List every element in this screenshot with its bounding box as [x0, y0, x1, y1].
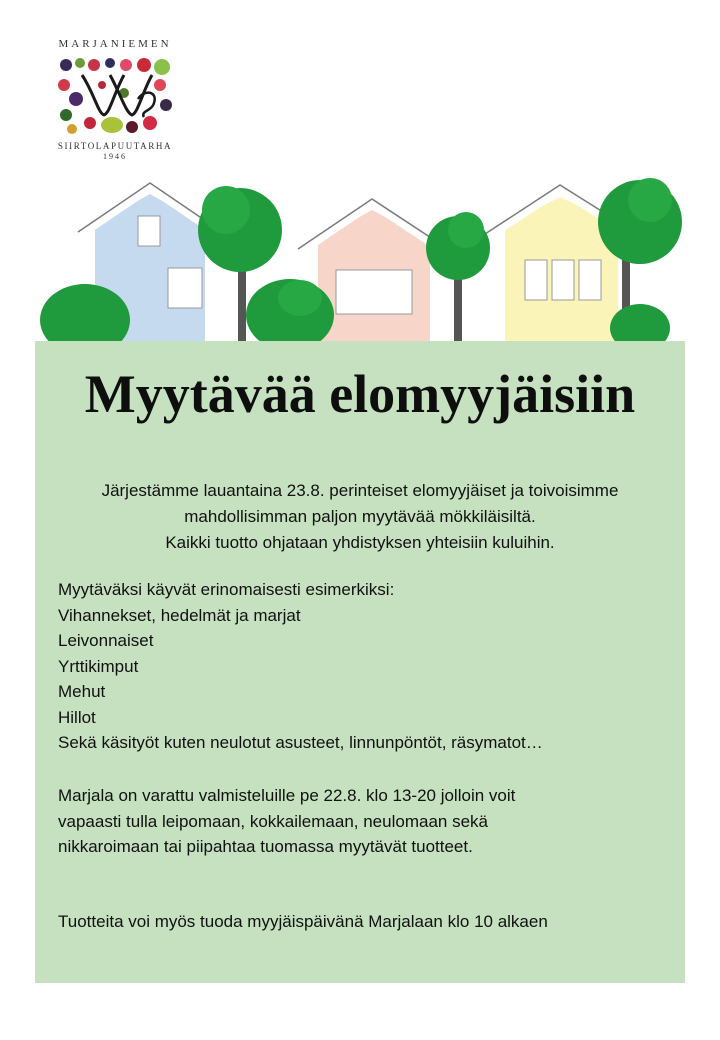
preparation-paragraph [58, 783, 668, 860]
prep-line: vapaasti tulla leipomaan, kokkailemaan, neulomaan sekä [58, 811, 488, 831]
intro-paragraph [35, 478, 685, 556]
headline: Myytävää elomyyjäisiin [84, 364, 636, 424]
list-item: Sekä käsityöt kuten neulotut asusteet, linnunpöntöt, räsymatot… [58, 733, 543, 752]
bush-icon [610, 304, 670, 345]
intro-line: mahdollisimman paljon myytävää mökkiläisiltä. [184, 507, 536, 526]
list-item: Leivonnaiset [58, 631, 154, 650]
logo-top-text: MARJANIEMEN [58, 38, 172, 50]
houses-illustration [0, 170, 720, 345]
intro-line: Järjestämme lauantaina 23.8. perinteiset elomyyjäiset ja toivoisimme [101, 481, 619, 500]
announcement-panel [35, 341, 685, 983]
list-item: Mehut [58, 682, 106, 701]
prep-line: nikkaroimaan tai piipahtaa tuomassa myytävät tuotteet. [58, 837, 473, 856]
list-heading: Myytäväksi käyvät erinomaisesti esimerkiksi: [58, 580, 395, 599]
prep-line: Marjala on varattu valmisteluille pe 22.8. klo 13-20 jolloin voit [58, 786, 516, 805]
product-list [58, 577, 668, 756]
list-item: Hillot [58, 707, 96, 727]
intro-line: Kaikki tuotto ohjataan yhdistyksen yhteisiin kuluihin. [165, 533, 555, 552]
final-note: Tuotteita voi myös tuoda myyjäispäivänä Marjalaan klo 10 alkaen [58, 912, 548, 931]
logo-year: 1946 [103, 152, 127, 161]
list-item: Yrttikimput [58, 656, 139, 676]
association-logo [50, 38, 180, 161]
fruit-monogram-icon [54, 53, 176, 139]
list-item: Vihannekset, hedelmät ja marjat [58, 605, 301, 625]
tree-icon [426, 212, 490, 345]
logo-bottom-text: SIIRTOLAPUUTARHA [57, 141, 173, 151]
